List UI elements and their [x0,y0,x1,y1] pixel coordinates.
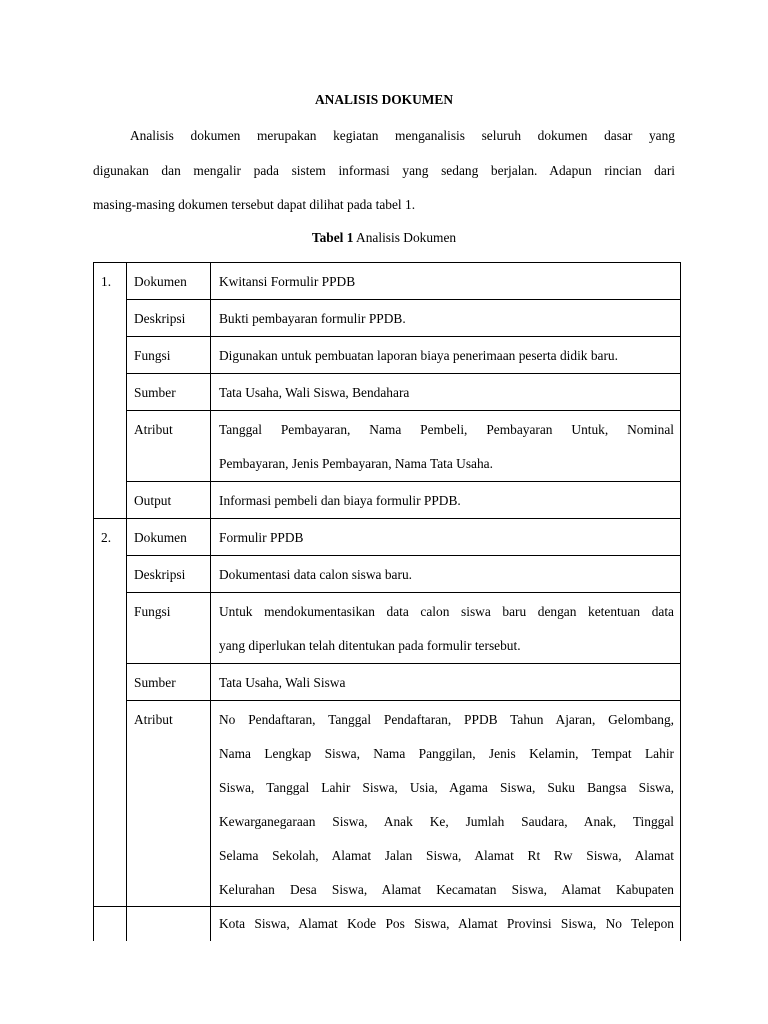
field-label: Deskripsi [127,556,211,593]
field-value-line: Kota Siswa, Alamat Kode Pos Siswa, Alamat Provinsi Siswa, No Telepon [219,916,674,931]
row-number-cell [94,664,127,701]
table-row [94,300,681,337]
table-caption-text: Analisis Dokumen [356,230,457,245]
row-number-cell [94,593,127,664]
field-label: Sumber [127,374,211,411]
row-number-cell [94,482,127,519]
field-label: Output [127,482,211,519]
field-value [211,593,681,664]
row-number-cell [94,411,127,482]
field-value [211,556,681,593]
field-value-line: yang diperlukan telah ditentukan pada formulir tersebut. [219,638,521,653]
table-row [94,701,681,942]
field-value-line: Informasi pembeli dan biaya formulir PPDB. [219,493,461,508]
table-row [94,263,681,300]
field-value-line: Kelurahan Desa Siswa, Alamat Kecamatan Siswa, Alamat Kabupaten [219,882,674,897]
field-value [211,263,681,300]
field-value [211,411,681,482]
field-value [211,482,681,519]
row-number-cell [94,337,127,374]
field-label: Sumber [127,664,211,701]
field-value [211,701,681,942]
row-number-cell [94,701,127,942]
field-value [211,337,681,374]
paragraph-line: masing-masing dokumen tersebut dapat dilihat pada tabel 1. [93,197,416,212]
table-row [94,593,681,664]
row-number-cell [94,374,127,411]
table-row [94,482,681,519]
field-value-line: Digunakan untuk pembuatan laporan biaya penerimaan peserta didik baru. [219,348,618,363]
field-value-line: Tanggal Pembayaran, Nama Pembeli, Pembayaran Untuk, Nominal [219,422,674,437]
field-value [211,374,681,411]
field-value [211,519,681,556]
field-value-line: Tata Usaha, Wali Siswa [219,675,346,690]
document-analysis-table [93,262,681,941]
table-row [94,664,681,701]
field-value-line: Formulir PPDB [219,530,304,545]
field-value-line: Untuk mendokumentasikan data calon siswa baru dengan ketentuan data [219,604,674,619]
field-value-line: No Pendaftaran, Tanggal Pendaftaran, PPDB Tahun Ajaran, Gelombang, [219,712,674,727]
field-value-line: Kwitansi Formulir PPDB [219,274,356,289]
table-caption [0,229,768,247]
field-label: Atribut [127,411,211,482]
page-title: ANALISIS DOKUMEN [314,92,454,107]
row-number-cell: 1. [94,263,127,300]
paragraph-line: Analisis dokumen merupakan kegiatan menganalisis seluruh dokumen dasar yang [130,128,675,143]
table-row [94,411,681,482]
table-bottom-border [93,906,680,907]
field-value [211,664,681,701]
row-number-cell: 2. [94,519,127,556]
row-number-cell [94,300,127,337]
table-caption-label: Tabel 1 [311,230,354,245]
field-value-line: Selama Sekolah, Alamat Jalan Siswa, Alamat Rt Rw Siswa, Alamat [219,848,674,863]
table-row [94,337,681,374]
table-row [94,374,681,411]
table-row [94,519,681,556]
field-label: Deskripsi [127,300,211,337]
row-number-cell [94,556,127,593]
field-value-line: Bukti pembayaran formulir PPDB. [219,311,406,326]
table-row [94,556,681,593]
field-value [211,300,681,337]
field-value-line: Pembayaran, Jenis Pembayaran, Nama Tata Usaha. [219,456,493,471]
field-value-line: Kewarganegaraan Siswa, Anak Ke, Jumlah Saudara, Anak, Tinggal [219,814,674,829]
paragraph-line: digunakan dan mengalir pada sistem informasi yang sedang berjalan. Adapun rincian dari [93,163,675,178]
field-label: Dokumen [127,519,211,556]
field-label: Atribut [127,701,211,942]
field-label: Fungsi [127,593,211,664]
field-value-line: Nama Lengkap Siswa, Nama Panggilan, Jenis Kelamin, Tempat Lahir [219,746,674,761]
field-value-line: Dokumentasi data calon siswa baru. [219,567,412,582]
field-value-line: Siswa, Tanggal Lahir Siswa, Usia, Agama Siswa, Suku Bangsa Siswa, [219,780,674,795]
field-label: Dokumen [127,263,211,300]
field-value-line: Tata Usaha, Wali Siswa, Bendahara [219,385,410,400]
field-label: Fungsi [127,337,211,374]
